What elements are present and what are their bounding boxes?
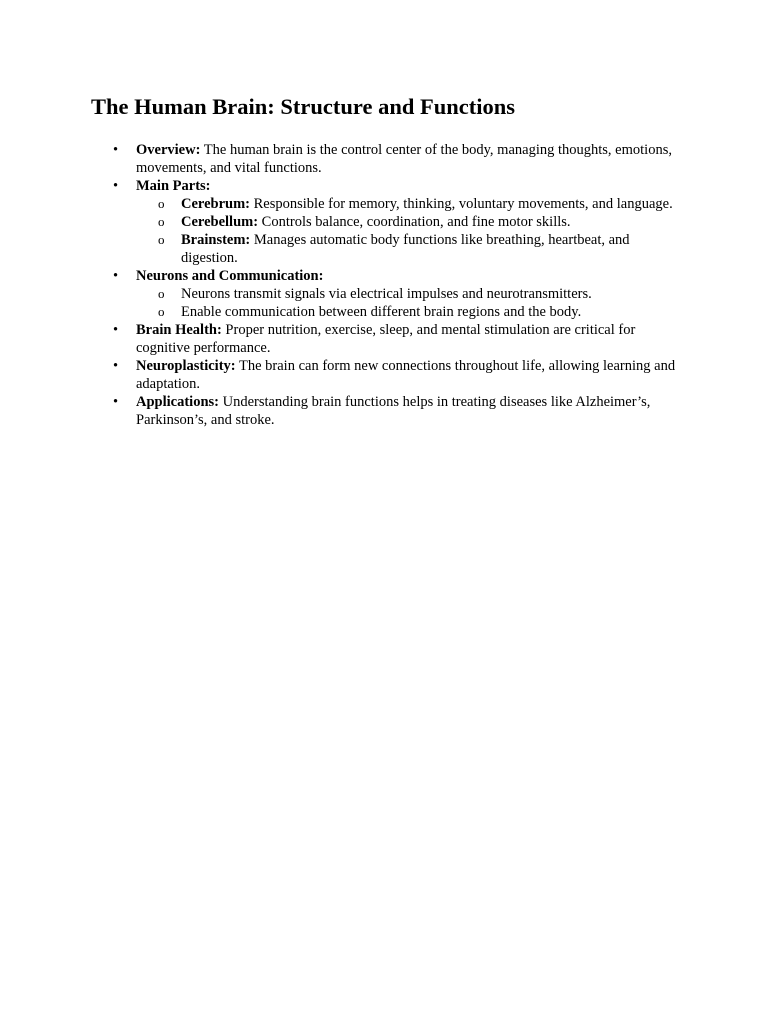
sub-item-term: Cerebrum:: [181, 196, 250, 212]
list-item-main-parts: [91, 177, 681, 267]
bullet-icon: •: [113, 358, 119, 374]
sub-item-term: Brainstem:: [181, 232, 251, 248]
sub-bullet-list: [136, 285, 681, 321]
page-title: The Human Brain: Structure and Functions: [91, 94, 516, 119]
item-term: Applications:: [136, 394, 219, 410]
sub-item-text: Neurons transmit signals via electrical impulses and neurotransmitters.: [181, 286, 592, 302]
document-page: [91, 92, 681, 429]
bullet-icon: •: [113, 394, 119, 410]
bullet-icon: •: [113, 322, 119, 338]
list-item-brain-health: [91, 321, 681, 357]
circle-bullet-icon: o: [158, 286, 165, 301]
item-term: Overview:: [136, 142, 201, 158]
sub-item-cerebellum: [136, 213, 681, 231]
sub-item-neurons-signals: [136, 285, 681, 303]
item-text: The brain can form new connections throughout life, allowing learning and adaptation.: [136, 358, 676, 392]
item-term: Main Parts:: [136, 178, 211, 194]
list-item-overview: [91, 141, 681, 177]
main-bullet-list: [91, 141, 681, 429]
sub-item-text: Enable communication between different brain regions and the body.: [181, 304, 582, 320]
sub-item-cerebrum: [136, 195, 681, 213]
circle-bullet-icon: o: [158, 196, 165, 211]
item-term: Neuroplasticity:: [136, 358, 236, 374]
item-term: Brain Health:: [136, 322, 222, 338]
circle-bullet-icon: o: [158, 304, 165, 319]
list-item-applications: [91, 393, 681, 429]
bullet-icon: •: [113, 178, 119, 194]
circle-bullet-icon: o: [158, 214, 165, 229]
list-item-neuroplasticity: [91, 357, 681, 393]
sub-item-text: Manages automatic body functions like breathing, heartbeat, and digestion.: [181, 232, 630, 266]
sub-item-term: Cerebellum:: [181, 214, 259, 230]
circle-bullet-icon: o: [158, 232, 165, 247]
item-text: Proper nutrition, exercise, sleep, and mental stimulation are critical for cognitive performance.: [136, 322, 636, 356]
sub-item-brainstem: [136, 231, 681, 267]
bullet-icon: •: [113, 142, 119, 158]
item-term: Neurons and Communication:: [136, 268, 324, 284]
sub-item-neurons-communication: [136, 303, 681, 321]
sub-item-text: Responsible for memory, thinking, voluntary movements, and language.: [250, 196, 673, 212]
sub-bullet-list: [136, 195, 681, 267]
sub-item-text: Controls balance, coordination, and fine motor skills.: [258, 214, 571, 230]
item-text: Understanding brain functions helps in treating diseases like Alzheimer’s, Parkinson’s, and stroke.: [136, 394, 651, 428]
list-item-neurons: [91, 267, 681, 321]
item-text: The human brain is the control center of the body, managing thoughts, emotions, movements, and vital functions.: [136, 142, 672, 176]
bullet-icon: •: [113, 268, 119, 284]
